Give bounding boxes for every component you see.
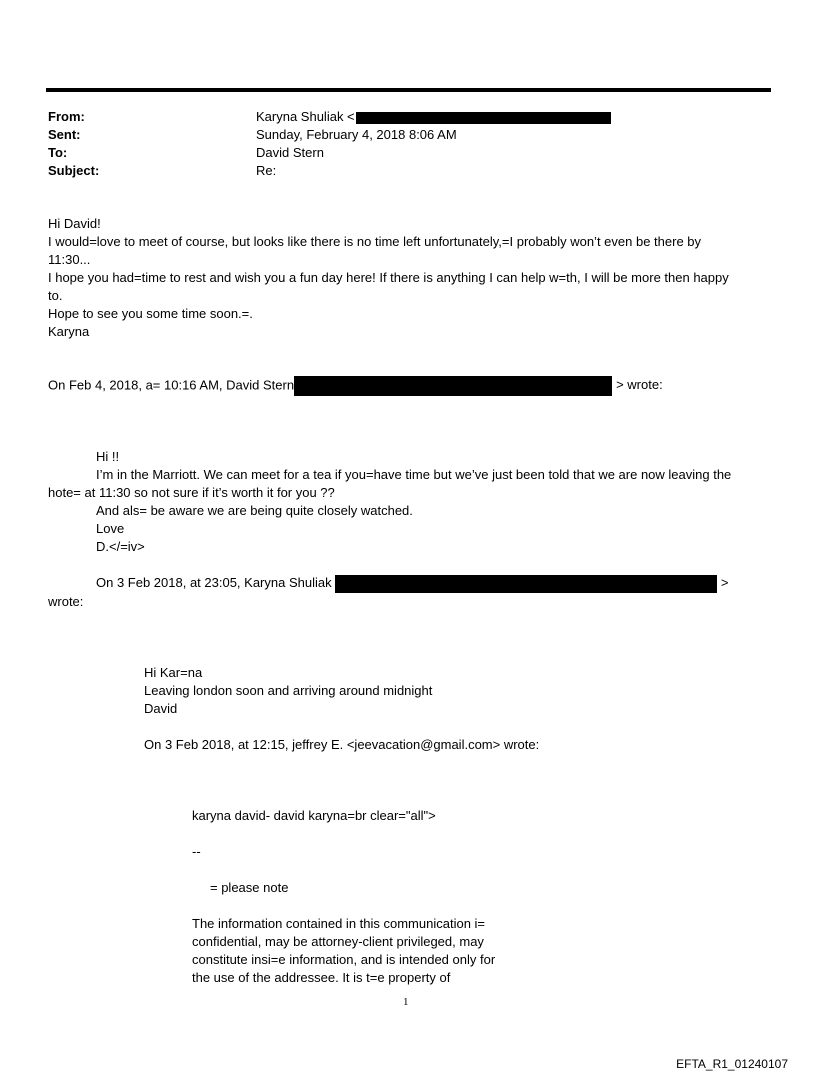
message-body xyxy=(48,215,729,341)
quote2-line: Leaving london soon and arriving around midnight xyxy=(144,683,433,698)
quote1-header: On Feb 4, 2018, a= 10:16 AM, David Stern > wrote: xyxy=(48,376,663,396)
quote1-line: hote= at 11:30 so not sure if it’s worth it for you ?? xyxy=(48,485,335,500)
redaction-box xyxy=(335,575,717,593)
from-value: Karyna Shuliak < xyxy=(256,108,611,126)
nested-quote-header: On 3 Feb 2018, at 12:15, jeffrey E. <jeevacation@gmail.com> wrote: xyxy=(144,737,540,752)
bates-number: EFTA_R1_01240107 xyxy=(676,1057,788,1071)
from-row xyxy=(48,108,611,126)
body-line: I hope you had=time to rest and wish you a fun day here! If there is anything I can help w=th, I will be more then happy xyxy=(48,270,729,285)
quote2-line: David xyxy=(144,701,178,716)
quote3-body xyxy=(192,807,495,987)
disclaimer xyxy=(192,915,495,987)
email-header xyxy=(48,108,611,180)
quote1-line: Love xyxy=(96,521,125,536)
subject-label: Subject: xyxy=(48,163,100,178)
quote3-note: = please note xyxy=(210,880,289,895)
sent-label: Sent: xyxy=(48,127,81,142)
to-value: David Stern xyxy=(256,145,324,160)
body-line: I would=love to meet of course, but looks like there is no time left unfortunately,=I probably won’t even be there by xyxy=(48,234,702,249)
quote2-body xyxy=(144,664,539,754)
sent-value: Sunday, February 4, 2018 8:06 AM xyxy=(256,127,457,142)
to-row xyxy=(48,144,611,162)
quote1-line: Hi !! xyxy=(96,449,120,464)
quote1-line: And als= be aware we are being quite closely watched. xyxy=(96,503,413,518)
quote1-body xyxy=(48,448,732,556)
disclaimer-line: the use of the addressee. It is t=e property of xyxy=(192,970,451,985)
quote1-line: I’m in the Marriott. We can meet for a tea if you=have time but we’ve just been told that we are now leaving the xyxy=(96,467,732,482)
disclaimer-line: confidential, may be attorney-client privileged, may xyxy=(192,934,484,949)
quote3-line: karyna david- david karyna=br clear="all"> xyxy=(192,808,436,823)
redaction-box xyxy=(294,376,612,396)
quote2-header: On 3 Feb 2018, at 23:05, Karyna Shuliak > wrote: xyxy=(48,575,729,609)
body-line: to. xyxy=(48,288,63,303)
quote1-line: D.</=iv> xyxy=(96,539,145,554)
quote2-line: Hi Kar=na xyxy=(144,665,203,680)
quote3-separator: -- xyxy=(192,844,201,859)
body-line: Karyna xyxy=(48,324,90,339)
body-line: Hi David! xyxy=(48,216,101,231)
to-label: To: xyxy=(48,145,68,160)
sent-row xyxy=(48,126,611,144)
page-number: 1 xyxy=(403,996,409,1008)
redaction-box xyxy=(356,112,611,124)
from-label: From: xyxy=(48,109,85,124)
disclaimer-line: The information contained in this communication i= xyxy=(192,916,486,931)
body-line: 11:30... xyxy=(48,252,91,267)
disclaimer-line: constitute insi=e information, and is intended only for xyxy=(192,952,496,967)
subject-value: Re: xyxy=(256,163,277,178)
subject-row xyxy=(48,162,611,180)
header-rule xyxy=(46,88,771,92)
body-line: Hope to see you some time soon.=. xyxy=(48,306,253,321)
